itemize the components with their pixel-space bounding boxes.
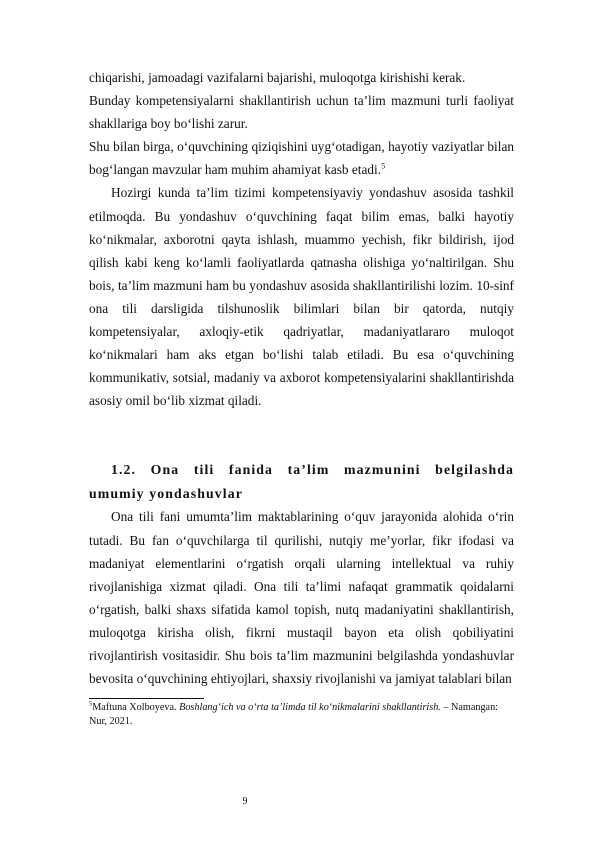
page-number: 9 bbox=[242, 796, 248, 807]
footnote bbox=[89, 701, 514, 728]
footnote-publisher: – Namangan: Nur, 2021. bbox=[89, 702, 499, 727]
footnote-divider bbox=[89, 698, 204, 699]
footnote-title: Boshlang‘ich va o‘rta ta’limda til ko‘nikmalarini shakllantirish. bbox=[179, 702, 441, 714]
body-paragraph: Bunday kompetensiyalarni shakllantirish uchun ta’lim mazmuni turli faoliyat shakllariga boy bo‘lishi zarur. bbox=[89, 93, 514, 132]
footnote-author: Maftuna Xolboyeva. bbox=[92, 702, 180, 714]
document-page bbox=[89, 66, 514, 728]
section-spacer bbox=[89, 412, 514, 458]
body-paragraph: Hozirgi kunda ta’lim tizimi kompetensiyaviy yondashuv asosida tashkil etilmoqda. Bu yondashuv o‘quvchining faqat bilim emas, balki hayotiy ko‘nikmalar, axborotni qayta ishlash, muammo yechish, fikr bildirish, ijod qilish kabi keng ko‘lamli faoliyatlarda qatnasha olishiga yo‘naltirilgan. Shu bois, ta’lim mazmuni ham bu yondashuv asosida shakllantirilishi lozim. 10-sinf ona tili darsligida tilshunoslik bilimlari bilan bir qatorda, nutqiy kompetensiyalar, axloqiy-etik qadriyatlar, madaniyatlararo muloqot ko‘nikmalari ham aks etgan bo‘lishi talab etiladi. Bu esa o‘quvchining kommunikativ, sotsial, madaniy va axborot kompetensiyalarini shakllantirishda asosiy omil bo‘lib xizmat qiladi. bbox=[89, 185, 514, 409]
section-heading: 1.2. Ona tili fanida ta’lim mazmunini belgilashda umumiy yondashuvlar bbox=[89, 462, 514, 501]
footnote-number: 5 bbox=[89, 700, 93, 708]
body-paragraph bbox=[89, 135, 514, 181]
body-paragraph: chiqarishi, jamoadagi vazifalarni bajarishi, muloqotga kirishishi kerak. bbox=[89, 70, 466, 85]
body-paragraph-text: Shu bilan birga, o‘quvchining qiziqishini uyg‘otadigan, hayotiy vaziyatlar bilan bog‘langan mavzular ham muhim ahamiyat kasb etadi. bbox=[89, 139, 514, 178]
footnote-reference[interactable]: 5 bbox=[381, 161, 386, 171]
section-paragraph: Ona tili fani umumta’lim maktablarining o‘quv jarayonida alohida o‘rin tutadi. Bu fan o‘quvchilarga til qurilishi, nutqiy me’yorlar, fikr ifodasi va madaniyat elementlarini o‘rgatish orqali ularning intellektual va ruhiy rivojlanishiga xizmat qiladi. Ona tili ta’limi nafaqat grammatik qoidalarni o‘rgatish, balki shaxs sifatida kamol topish, nutq madaniyatini shakllantirish, muloqotga kirisha olish, fikrni mustaqil bayon eta olish qobiliyatini rivojlantirish vositasidir. Shu bois ta’lim mazmunini belgilashda yondashuvlar bevosita o‘quvchining ehtiyojlari, shaxsiy rivojlanishi va jamiyat talablari bilan bbox=[89, 509, 514, 687]
